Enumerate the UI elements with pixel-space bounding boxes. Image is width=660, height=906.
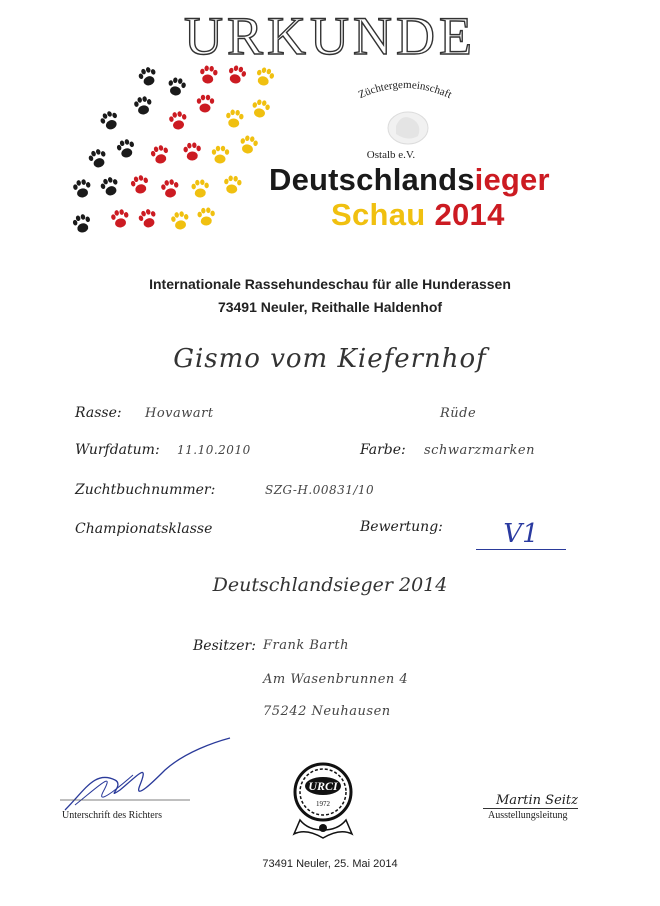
- wurfdatum-label: Wurfdatum:: [75, 442, 160, 458]
- rasse-label: Rasse:: [75, 405, 122, 421]
- seal-year: 1972: [316, 800, 330, 808]
- event-logo-line1: [269, 162, 550, 198]
- event-logo-line2-yellow: Schau: [331, 197, 435, 232]
- seal-text: URCI: [308, 779, 338, 793]
- zuchtbuch-label: Zuchtbuchnummer:: [75, 482, 216, 498]
- urci-seal: [288, 760, 358, 840]
- club-name: Ostalb e.V.: [366, 149, 416, 161]
- owner-street: Am Wasenbrunnen 4: [263, 672, 409, 687]
- director-name: Martin Seitz: [483, 793, 578, 809]
- document-title: URKUNDE: [184, 6, 476, 66]
- sex-value: Rüde: [440, 406, 477, 421]
- rasse-value: Hovawart: [145, 406, 214, 421]
- bewertung-label: Bewertung:: [360, 519, 443, 535]
- event-address: 73491 Neuler, Reithalle Haldenhof: [217, 299, 443, 315]
- owner-city: 75242 Neuhausen: [263, 704, 391, 719]
- dog-name: Gismo vom Kiefernhof: [173, 344, 487, 374]
- owner-name: Frank Barth: [263, 638, 349, 653]
- zuchtbuch-value: SZG-H.00831/10: [265, 483, 375, 497]
- director-label: Ausstellungsleitung: [488, 810, 568, 821]
- bewertung-value: V1: [476, 519, 566, 550]
- club-arc-text: Züchtergemeinschaft: [356, 78, 454, 102]
- event-logo-line1-black: Deutschlands: [269, 162, 475, 197]
- farbe-value: schwarzmarken: [424, 443, 536, 458]
- owner-label: Besitzer:: [193, 638, 256, 654]
- svg-text:Züchtergemeinschaft: [357, 79, 454, 101]
- farbe-label: Farbe:: [360, 442, 406, 458]
- footer-place-date: 73491 Neuler, 25. Mai 2014: [262, 858, 398, 870]
- judge-signature: [55, 730, 235, 820]
- event-logo-line1-red: ieger: [474, 162, 550, 197]
- event-description: Internationale Rassehundeschau für alle Hunderassen: [149, 276, 511, 292]
- wurfdatum-value: 11.10.2010: [177, 443, 251, 457]
- klasse-value: Championatsklasse: [75, 521, 213, 537]
- event-logo-line2: [331, 197, 505, 233]
- judge-signature-label: Unterschrift des Richters: [62, 810, 162, 821]
- event-logo-line2-red: 2014: [434, 197, 505, 232]
- award-title: Deutschlandsieger 2014: [212, 574, 448, 596]
